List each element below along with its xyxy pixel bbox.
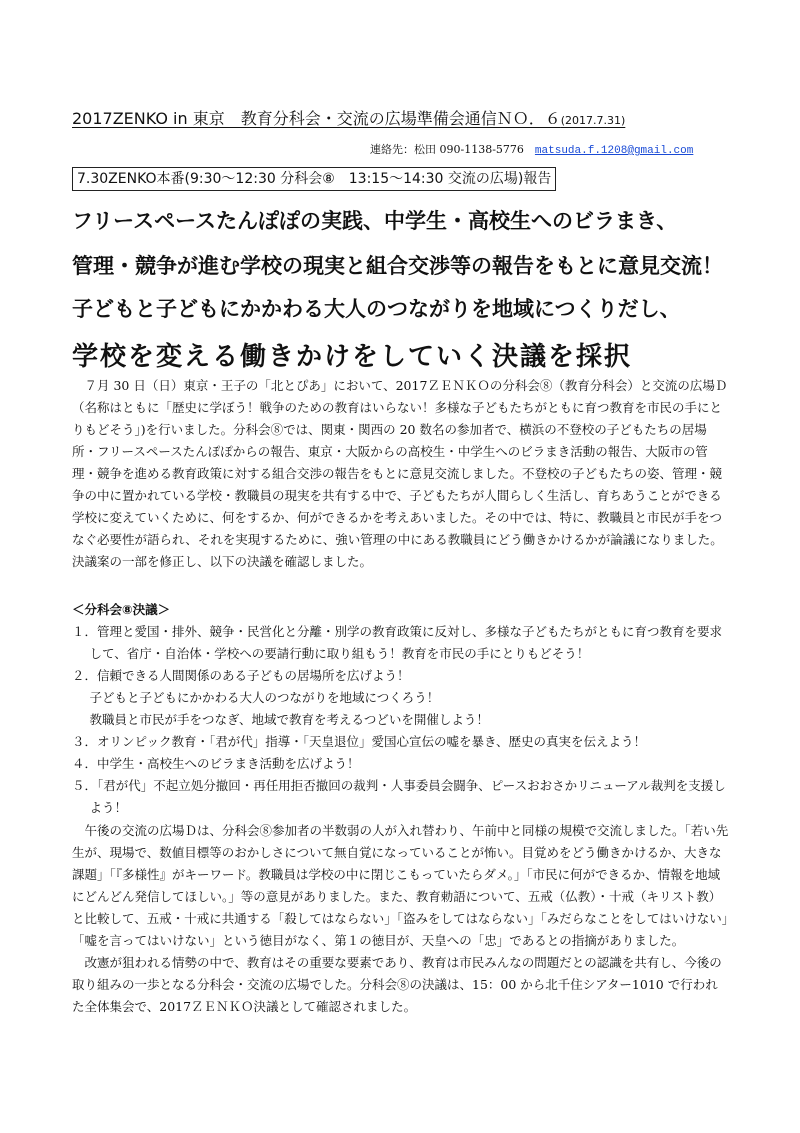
resolution-item-4: ４．中学生・高校生へのビラまき活動を広げよう！ [72, 756, 360, 771]
resolution-item-1: １．管理と愛国・排外、競争・民営化と分離・別学の教育政策に反対し、多様な子どもたちがともに育つ教育を要求して、省庁・自治体・学校への要請行動に取り組もう！教育を市民の手にとりもどそう！ [72, 624, 723, 661]
newsletter-title-text: 2017ZENKO in 東京 教育分科会・交流の広場準備会通信ＮＯ．６ [72, 109, 561, 128]
resolution-item-2-sub-2: 教職員と市民が手をつなぎ、地域で教育を考えるつどいを開催しよう！ [89, 712, 489, 727]
resolutions-heading: ＜分科会⑧決議＞ [72, 602, 171, 617]
newsletter-title [72, 108, 732, 132]
contact-email-link[interactable]: matsuda.f.1208@gmail.com [534, 145, 694, 157]
resolution-item-2: ２．信頼できる人間関係のある子どもの居場所を広げよう！ [72, 668, 410, 683]
resolution-item-5: ５．「君が代」不起立処分撤回・再任用拒否撤回の裁判・人事委員会闘争、ピースおおさかリニューアル裁判を支援しよう！ [72, 778, 726, 815]
intro-section [72, 375, 730, 573]
headline-line-2: 管理・競争が進む学校の現実と組合交渉等の報告をもとに意見交流！ [72, 254, 723, 278]
contact-label: 連絡先：松田 090-1138-5776 [370, 143, 524, 156]
resolutions-section [72, 599, 732, 819]
headline-line-3: 子どもと子どもにかかわる大人のつながりを地域につくりだし、 [72, 297, 681, 321]
resolution-item-2-sub-1: 子どもと子どもにかかわる大人のつながりを地域につくろう！ [89, 690, 440, 705]
headline-line-4: 学校を変える働きかけをしていく決議を採択 [72, 342, 633, 372]
intro-paragraph: ７月 30 日（日）東京・王子の「北とぴあ」において、2017ＺＥＮＫＯの分科会⑧（教育分科会）と交流の広場Ｄ（名称はともに「歴史に学ぼう！戦争のための教育はいらない！多様な子どもたちがともに育つ教育を市民の手にとりもどそう」)を行いました。分科会⑧では、関東・関西の 20 数名の参加者で、横浜の不登校の子どもたちの居場所・フリースペースたんぽぽからの報告、東京・大阪からの高校生・中学生へのビラまき活動の報告、大阪市の管理・競争を進める教育政策に対する組合交渉の報告をもとに意見交流しました。不登校の子どもたちの姿、管理・競争の中に置かれている学校・教職員の現実を共有する中で、子どもたちが人間らしく生活し、育ちあうことができる学校に変えていくために、何をするか、何ができるかを考えあいました。その中では、特に、教職員と市民が手をつなぐ必要性が語られ、それを実現するために、強い管理の中にある教職員にどう働きかけるかが論議になりました。決議案の一部を修正し、以下の決議を確認しました。 [72, 378, 728, 569]
afternoon-paragraph-2: 改憲が狙われる情勢の中で、教育はその重要な要素であり、教育は市民みんなの問題だとの認識を共有し、今後の取り組みの一歩となる分科会・交流の広場でした。分科会⑧の決議は、15：00 から北千住シアター1010 で行われた全体集会で、2017ＺＥＮＫＯ決議として確認されました。 [72, 955, 722, 1014]
afternoon-paragraph-1: 午後の交流の広場Ｄは、分科会⑧参加者の半数弱の人が入れ替わり、午前中と同様の規模で交流しました。「若い先生が、現場で、数値目標等のおかしさについて無自覚になっていることが怖い。目覚めをどう働きかけるか、大きな課題」「『多様性』がキーワード。教職員は学校の中に閉じこもっていたらダメ。」「市民に何ができるか、情報を地域にどんどん発信してほしい。」等の意見がありました。また、教育勅語について、五戒（仏教）・十戒（キリスト教）と比較して、五戒・十戒に共通する「殺してはならない」「盗みをしてはならない」「みだらなことをしてはいけない」「嘘を言ってはいけない」という徳目がなく、第１の徳目が、天皇への「忠」であるとの指摘がありました。 [72, 823, 729, 948]
contact-line [370, 142, 730, 159]
newsletter-date: (2017.7.31) [560, 114, 626, 127]
report-heading: 7.30ZENKO本番(9:30～12:30 分科会⑧ 13:15～14:30 交流の広場)報告 [72, 167, 556, 191]
afternoon-section [72, 820, 730, 1018]
resolution-item-3: ３．オリンピック教育・「君が代」指導・「天皇退位」愛国心宣伝の嘘を暴き、歴史の真実を伝えよう！ [72, 734, 647, 749]
headline-line-1: フリースペースたんぽぽの実践、中学生・高校生へのビラまき、 [72, 209, 678, 233]
